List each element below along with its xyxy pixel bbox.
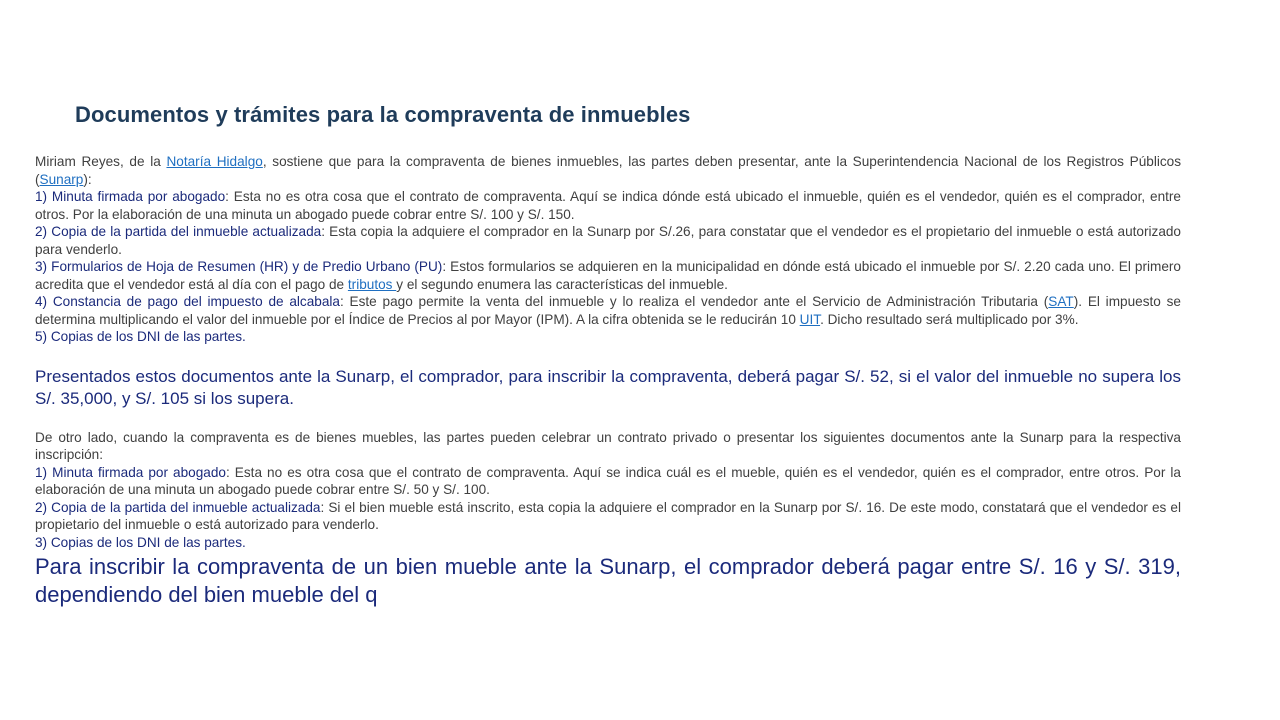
item-text: : Estos formularios se adquieren en la municipalidad en dónde está ubicado el inmueble por S/. 2.20 cada uno. El primero acredita que el vendedor está al día con el pago de	[35, 259, 1181, 292]
list-item-minuta-mueble	[35, 464, 1181, 499]
list-item-formularios	[35, 258, 1181, 293]
item-text-2: ). El impuesto se determina multiplicando el valor del inmueble por el Índice de Precios al por Mayor (IPM). A la cifra obtenida se le reducirán 10	[35, 294, 1181, 327]
list-item-copia-partida-mueble	[35, 499, 1181, 534]
fee-mueble-paragraph: Para inscribir la compraventa de un bien mueble ante la Sunarp, el comprador deberá pagar entre S/. 16 y S/. 319, dependiendo del bien mueble del q	[35, 554, 1181, 607]
fee-inmueble-paragraph: Presentados estos documentos ante la Sunarp, el comprador, para inscribir la compraventa, deberá pagar S/. 52, si el valor del inmueble no supera los S/. 35,000, y S/. 105 si los supera.	[35, 366, 1181, 408]
slide-body	[35, 153, 1181, 609]
item-label: 3) Formularios de Hoja de Resumen (HR) y de Predio Urbano (PU)	[35, 259, 443, 274]
notaria-hidalgo-link[interactable]: Notaría Hidalgo	[166, 154, 263, 169]
uit-link[interactable]: UIT	[799, 311, 821, 327]
list-item-dni-mueble: 3) Copias de los DNI de las partes.	[35, 534, 246, 550]
item-label: 2) Copia de la partida del inmueble actualizada	[35, 499, 321, 515]
intro-text-1: Miriam Reyes, de la	[35, 154, 167, 169]
muebles-intro-paragraph: De otro lado, cuando la compraventa es de bienes muebles, las partes pueden celebrar un contrato privado o presentar los siguientes documentos ante la Sunarp para la respectiva inscripción:	[35, 429, 1181, 462]
intro-paragraph	[35, 153, 1181, 188]
item-label: 1) Minuta firmada por abogado	[35, 189, 226, 204]
item-label: 4) Constancia de pago del impuesto de alcabala	[35, 294, 340, 309]
intro-text-3: ):	[83, 171, 92, 187]
item-text-2: y el segundo enumera las características del inmueble.	[396, 276, 728, 292]
item-text: : Esta no es otra cosa que el contrato de compraventa. Aquí se indica cuál es el mueble, quién es el vendedor, quién es el comprador, entre otros. Por la elaboración de una minuta un abogado puede cobrar entre S/. 50 y S/. 100.	[35, 464, 1181, 497]
item-text: : Esta no es otra cosa que el contrato de compraventa. Aquí se indica dónde está ubicado el inmueble, quién es el vendedor, quién es el comprador, entre otros. Por la elaboración de una minuta un abogado puede cobrar entre S/. 100 y S/. 150.	[35, 189, 1181, 222]
list-item-alcabala	[35, 293, 1181, 328]
intro-text-2: , sostiene que para la compraventa de bienes inmuebles, las partes deben presentar, ante la Superintendencia Nacional de los Registros Públicos (	[35, 154, 1182, 187]
list-item-dni: 5) Copias de los DNI de las partes.	[35, 329, 246, 344]
item-text-3: . Dicho resultado será multiplicado por 3%.	[820, 311, 1079, 327]
item-label: 2) Copia de la partida del inmueble actualizada	[35, 224, 322, 239]
item-text: : Si el bien mueble está inscrito, esta copia la adquiere el comprador en la Sunarp por S/. 16. De este modo, constatará que el vendedor es el propietario del inmueble o está autorizado para venderlo.	[35, 499, 1181, 532]
sunarp-link[interactable]: Sunarp	[39, 171, 84, 187]
item-label: 1) Minuta firmada por abogado	[35, 464, 226, 480]
item-text: : Este pago permite la venta del inmueble y lo realiza el vendedor ante el Servicio de Administración Tributaria (	[339, 294, 1049, 309]
list-item-copia-partida	[35, 223, 1181, 258]
sat-link[interactable]: SAT	[1048, 294, 1074, 309]
page-title: Documentos y trámites para la compraventa de inmuebles	[75, 102, 691, 127]
tributos-link[interactable]: tributos	[347, 276, 397, 292]
item-text: : Esta copia la adquiere el comprador en la Sunarp por S/.26, para constatar que el vendedor es el propietario del inmueble o está autorizado para venderlo.	[35, 224, 1181, 257]
list-item-minuta	[35, 188, 1181, 223]
